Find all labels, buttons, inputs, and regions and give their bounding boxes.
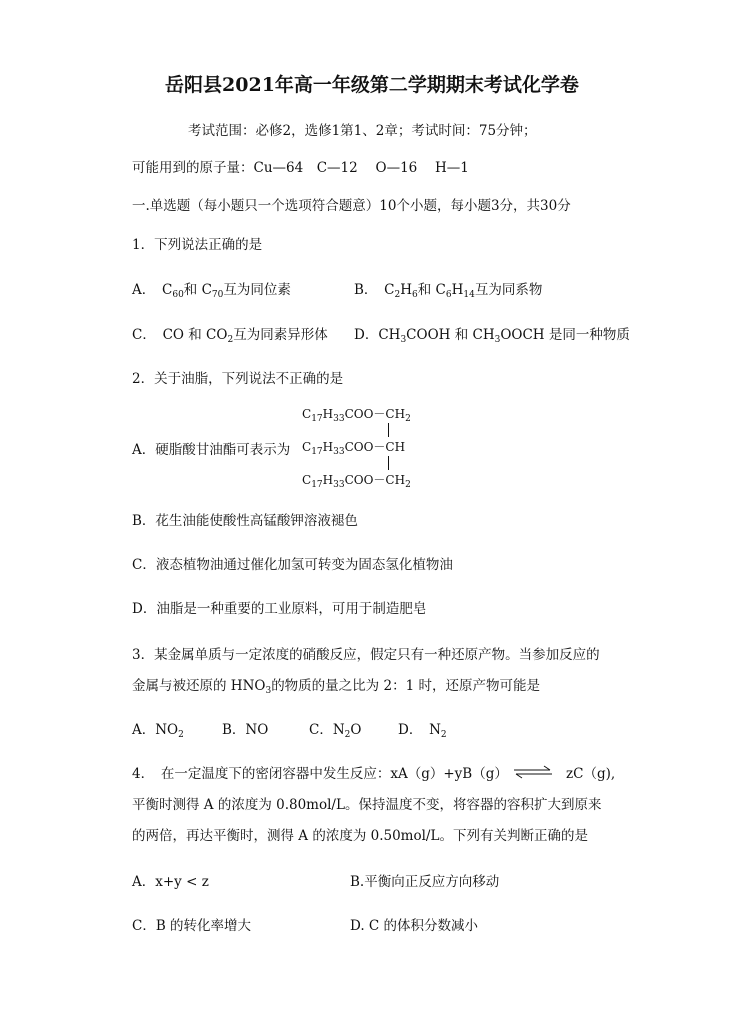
bond-line-upper xyxy=(388,423,389,437)
q2-stem: 2．关于油脂，下列说法不正确的是 xyxy=(132,371,344,387)
q2-option-a: A．硬脂酸甘油酯可表示为 xyxy=(132,442,291,458)
q1-option-c: C． CO 和 $CO_2$互为同素异形体 xyxy=(132,327,328,345)
q4-option-c: C．B 的转化率增大 xyxy=(132,918,252,934)
bond-line-lower xyxy=(388,456,389,470)
q2-option-d: D．油脂是一种重要的工业原料，可用于制造肥皂 xyxy=(132,601,427,617)
page-title: 岳阳县2021年高一年级第二学期期末考试化学卷 xyxy=(165,74,579,96)
q3-option-c: C．$N_2O$ xyxy=(309,722,362,740)
q1-option-b: B． $C_2H_6$和 $C_6H_{14}$互为同系物 xyxy=(354,282,543,300)
q4-option-b: B.平衡向正反应方向移动 xyxy=(350,874,500,890)
q1-option-a: A． $C_{60}$和 $C_{70}$互为同位素 xyxy=(132,282,291,300)
q3-option-b: B．NO xyxy=(222,722,269,738)
q4-line-3: 的两倍，再达平衡时，测得 A 的浓度为 0.50mol/L。下列有关判断正确的是 xyxy=(132,828,588,844)
section-heading: 一.单选题（每小题只一个选项符合题意）10个小题，每小题3分，共30分 xyxy=(132,198,571,214)
q1-stem: 1．下列说法正确的是 xyxy=(132,237,263,253)
q2-option-b: B．花生油能使酸性高锰酸钾溶液褪色 xyxy=(132,513,358,529)
q1-option-d: D．$CH_3COOH$ 和 $CH_3OOCH$ 是同一种物质 xyxy=(354,327,630,345)
atomic-masses: 可能用到的原子量：Cu—64 C—12 O—16 H—1 xyxy=(132,160,469,176)
q3-option-d: D． $N_2$ xyxy=(398,722,447,740)
q2-option-c: C．液态植物油通过催化加氢可转变为固态氢化植物油 xyxy=(132,557,453,573)
equilibrium-arrow-icon xyxy=(512,765,554,779)
q3-option-a: A．$NO_2$ xyxy=(132,722,184,740)
q4-option-a: A．x+y < z xyxy=(132,874,209,890)
formula-row-1: $C_{17}H_{33}COO-CH_2$ xyxy=(302,407,411,424)
q3-line-1: 3．某金属单质与一定浓度的硝酸反应，假定只有一种还原产物。当参加反应的 xyxy=(132,647,600,663)
q3-line-2: 金属与被还原的 $HNO_3$的物质的量之比为 2：1 时，还原产物可能是 xyxy=(132,678,540,696)
q4-line-1-tail: zC（g), xyxy=(566,766,616,782)
q4-line-2: 平衡时测得 A 的浓度为 0.80mol/L。保持温度不变，将容器的容积扩大到原来 xyxy=(132,797,602,813)
exam-scope: 考试范围：必修2，选修1第1、2章；考试时间：75分钟； xyxy=(188,123,537,139)
formula-row-2: $C_{17}H_{33}COO-CH$ xyxy=(302,440,406,457)
q4-option-d: D. C 的体积分数减小 xyxy=(350,918,479,934)
q4-line-1: 4． 在一定温度下的密闭容器中发生反应：xA（g）+yB（g） xyxy=(132,766,508,782)
formula-row-3: $C_{17}H_{33}COO-CH_2$ xyxy=(302,473,411,490)
